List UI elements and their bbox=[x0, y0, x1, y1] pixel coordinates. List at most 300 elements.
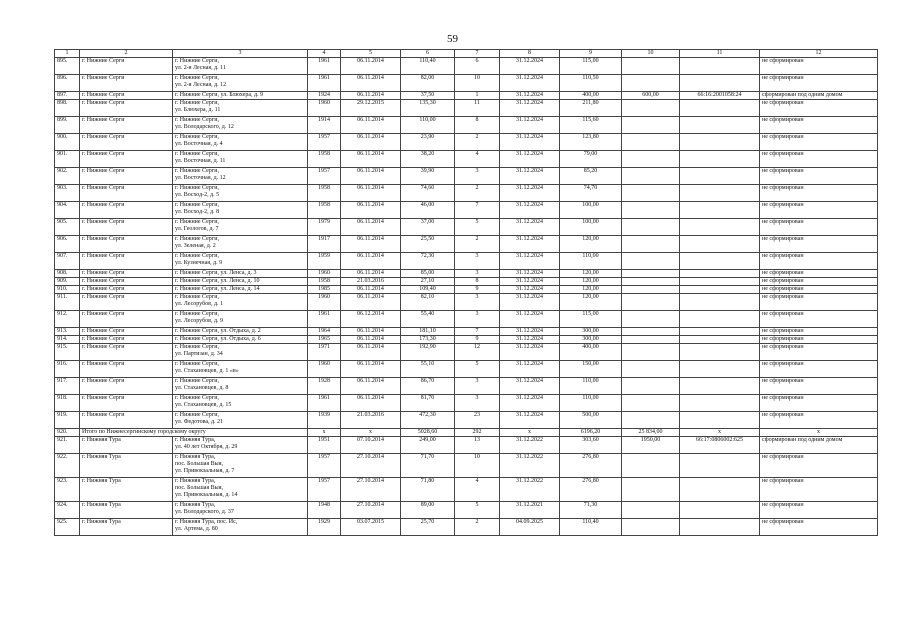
plot-area-cell bbox=[622, 286, 680, 294]
city-cell: г. Нижние Серги bbox=[80, 278, 173, 286]
total-date-cell: х bbox=[341, 429, 401, 437]
due-date-cell: 31.12.2024 bbox=[500, 361, 560, 378]
total-c11-cell: х bbox=[680, 429, 760, 437]
cadastral-cell bbox=[680, 412, 760, 429]
due-date-cell: 31.12.2022 bbox=[500, 437, 560, 454]
row-number: 919. bbox=[55, 412, 80, 429]
year-cell: 1957 bbox=[308, 168, 341, 185]
table-row bbox=[55, 344, 878, 361]
row-number: 910. bbox=[55, 286, 80, 294]
sum-cell: 79,00 bbox=[560, 151, 622, 168]
flats-cell: 11 bbox=[455, 100, 500, 117]
due-date-cell: 31.12.2024 bbox=[500, 395, 560, 412]
year-cell: 1961 bbox=[308, 311, 341, 328]
due-date-cell: 31.12.2024 bbox=[500, 117, 560, 134]
city-cell: г. Нижние Серги bbox=[80, 168, 173, 185]
table-row bbox=[55, 294, 878, 311]
address-line: ул. 2-я Лесная, д. 12 bbox=[175, 82, 227, 88]
sum-cell: 400,00 bbox=[560, 92, 622, 100]
city-cell: г. Нижняя Тура bbox=[80, 437, 173, 454]
date-cell: 06.11.2014 bbox=[341, 344, 401, 361]
address-cell bbox=[173, 361, 308, 378]
date-cell: 29.12.2015 bbox=[341, 100, 401, 117]
city-cell: г. Нижние Серги bbox=[80, 202, 173, 219]
address-cell bbox=[173, 92, 308, 100]
cadastral-cell bbox=[680, 294, 760, 311]
row-number: 900. bbox=[55, 134, 80, 151]
status-cell: не сформирован bbox=[760, 134, 878, 151]
plot-area-cell: 600,00 bbox=[622, 92, 680, 100]
sum-cell: 115,00 bbox=[560, 58, 622, 75]
sum-cell: 85,20 bbox=[560, 168, 622, 185]
flats-cell: 7 bbox=[455, 328, 500, 336]
sum-cell: 123,80 bbox=[560, 134, 622, 151]
year-cell: 1914 bbox=[308, 117, 341, 134]
column-number: 1 bbox=[55, 50, 80, 58]
year-cell: 1979 bbox=[308, 219, 341, 236]
area-cell: 71,80 bbox=[401, 478, 455, 502]
flats-cell: 6 bbox=[455, 58, 500, 75]
sum-cell: 110,00 bbox=[560, 395, 622, 412]
plot-area-cell bbox=[622, 134, 680, 151]
plot-area-cell bbox=[622, 502, 680, 519]
table-row bbox=[55, 502, 878, 519]
status-cell: не сформирован bbox=[760, 502, 878, 519]
sum-cell: 110,40 bbox=[560, 519, 622, 536]
address-line: ул. Лесорубов, д. 1 bbox=[175, 301, 224, 307]
sum-cell: 303,60 bbox=[560, 437, 622, 454]
area-cell: 23,90 bbox=[401, 134, 455, 151]
city-cell: г. Нижняя Тура bbox=[80, 454, 173, 478]
table-row bbox=[55, 454, 878, 478]
row-number: 914. bbox=[55, 336, 80, 344]
date-cell: 06.11.2014 bbox=[341, 270, 401, 278]
address-line: г. Нижняя Тура, bbox=[175, 437, 216, 443]
sum-cell: 100,00 bbox=[560, 202, 622, 219]
date-cell: 06.11.2014 bbox=[341, 168, 401, 185]
address-cell bbox=[173, 502, 308, 519]
city-cell: г. Нижние Серги bbox=[80, 219, 173, 236]
date-cell: 06.11.2014 bbox=[341, 294, 401, 311]
city-cell: г. Нижние Серги bbox=[80, 75, 173, 92]
year-cell: 1924 bbox=[308, 92, 341, 100]
address-line: ул. Зеленая, д. 2 bbox=[175, 243, 216, 249]
address-line: ул. Стахановцев, д. 8 bbox=[175, 385, 229, 391]
plot-area-cell bbox=[622, 185, 680, 202]
due-date-cell: 31.12.2024 bbox=[500, 185, 560, 202]
column-number: 11 bbox=[680, 50, 760, 58]
sum-cell: 300,00 bbox=[560, 328, 622, 336]
city-cell: г. Нижние Серги bbox=[80, 286, 173, 294]
year-cell: 1961 bbox=[308, 75, 341, 92]
flats-cell: 3 bbox=[455, 294, 500, 311]
due-date-cell: 31.12.2024 bbox=[500, 134, 560, 151]
address-line: ул. Привокзальная, д. 14 bbox=[175, 492, 238, 498]
column-number: 9 bbox=[560, 50, 622, 58]
year-cell: 1960 bbox=[308, 361, 341, 378]
table-row bbox=[55, 92, 878, 100]
date-cell: 06.11.2014 bbox=[341, 151, 401, 168]
address-line: г. Нижние Серги, bbox=[175, 134, 219, 140]
due-date-cell: 31.12.2024 bbox=[500, 236, 560, 253]
status-cell: не сформирован bbox=[760, 454, 878, 478]
flats-cell: 5 bbox=[455, 219, 500, 236]
address-line: г. Нижняя Тура, пос. Ис, bbox=[175, 519, 238, 525]
status-cell: не сформирован bbox=[760, 378, 878, 395]
table-row bbox=[55, 75, 878, 92]
area-cell: 110,00 bbox=[401, 117, 455, 134]
year-cell: 1965 bbox=[308, 336, 341, 344]
due-date-cell: 31.12.2024 bbox=[500, 336, 560, 344]
row-number: 897. bbox=[55, 92, 80, 100]
address-line: г. Нижние Серги, bbox=[175, 75, 219, 81]
cadastral-cell bbox=[680, 253, 760, 270]
flats-cell: 4 bbox=[455, 478, 500, 502]
column-number: 4 bbox=[308, 50, 341, 58]
area-cell: 249,00 bbox=[401, 437, 455, 454]
area-cell: 74,60 bbox=[401, 185, 455, 202]
row-number: 920. bbox=[55, 429, 80, 437]
total-year-cell: х bbox=[308, 429, 341, 437]
area-cell: 46,00 bbox=[401, 202, 455, 219]
row-number: 909. bbox=[55, 278, 80, 286]
due-date-cell: 31.12.2024 bbox=[500, 270, 560, 278]
due-date-cell: 04.09.2025 bbox=[500, 519, 560, 536]
address-line: г. Нижние Серги, ул. Блюхера, д. 9 bbox=[175, 92, 264, 98]
row-number: 902. bbox=[55, 168, 80, 185]
due-date-cell: 31.12.2022 bbox=[500, 454, 560, 478]
address-line: г. Нижние Серги, ул. Ленса, д. 10 bbox=[175, 278, 260, 284]
status-cell: не сформирован bbox=[760, 311, 878, 328]
table-row bbox=[55, 202, 878, 219]
column-number: 12 bbox=[760, 50, 878, 58]
address-cell bbox=[173, 294, 308, 311]
plot-area-cell bbox=[622, 219, 680, 236]
page-number: 59 bbox=[447, 33, 458, 45]
row-number: 899. bbox=[55, 117, 80, 134]
table-row bbox=[55, 437, 878, 454]
cadastral-cell bbox=[680, 236, 760, 253]
cadastral-cell bbox=[680, 58, 760, 75]
date-cell: 06.11.2014 bbox=[341, 117, 401, 134]
sum-cell: 150,00 bbox=[560, 361, 622, 378]
row-number: 912. bbox=[55, 311, 80, 328]
status-cell: не сформирован bbox=[760, 395, 878, 412]
cadastral-cell bbox=[680, 278, 760, 286]
column-number-row bbox=[55, 50, 878, 58]
due-date-cell: 31.12.2024 bbox=[500, 253, 560, 270]
plot-area-cell bbox=[622, 361, 680, 378]
address-line: г. Нижние Серги, bbox=[175, 311, 219, 317]
status-cell: сформирован под одним домом bbox=[760, 92, 878, 100]
city-cell: г. Нижние Серги bbox=[80, 336, 173, 344]
address-line: ул. Блюхера, д. 11 bbox=[175, 107, 221, 113]
status-cell: не сформирован bbox=[760, 58, 878, 75]
sum-cell: 100,00 bbox=[560, 219, 622, 236]
due-date-cell: 31.12.2024 bbox=[500, 58, 560, 75]
table-row bbox=[55, 286, 878, 294]
cadastral-cell bbox=[680, 336, 760, 344]
flats-cell: 4 bbox=[455, 151, 500, 168]
due-date-cell: 31.12.2024 bbox=[500, 294, 560, 311]
date-cell: 06.11.2014 bbox=[341, 134, 401, 151]
area-cell: 181,10 bbox=[401, 328, 455, 336]
cadastral-cell bbox=[680, 151, 760, 168]
area-cell: 89,00 bbox=[401, 502, 455, 519]
row-number: 903. bbox=[55, 185, 80, 202]
address-cell bbox=[173, 344, 308, 361]
year-cell: 1958 bbox=[308, 278, 341, 286]
year-cell: 1961 bbox=[308, 395, 341, 412]
address-line: г. Нижняя Тура, bbox=[175, 502, 216, 508]
cadastral-cell bbox=[680, 478, 760, 502]
area-cell: 55,10 bbox=[401, 361, 455, 378]
address-line: пос. Большая Выя, bbox=[175, 485, 223, 491]
due-date-cell: 31.12.2024 bbox=[500, 378, 560, 395]
flats-cell: 3 bbox=[455, 311, 500, 328]
due-date-cell: 31.12.2024 bbox=[500, 100, 560, 117]
address-line: ул. Восточная, д. 12 bbox=[175, 175, 226, 181]
table-row bbox=[55, 311, 878, 328]
address-cell bbox=[173, 270, 308, 278]
area-cell: 81,70 bbox=[401, 395, 455, 412]
cadastral-cell bbox=[680, 328, 760, 336]
status-cell: не сформирован bbox=[760, 117, 878, 134]
flats-cell: 23 bbox=[455, 412, 500, 429]
flats-cell: 3 bbox=[455, 270, 500, 278]
flats-cell: 3 bbox=[455, 395, 500, 412]
address-cell bbox=[173, 336, 308, 344]
row-number: 896. bbox=[55, 75, 80, 92]
flats-cell: 2 bbox=[455, 519, 500, 536]
status-cell: не сформирован bbox=[760, 270, 878, 278]
column-number: 2 bbox=[80, 50, 173, 58]
total-area-cell: 5028,60 bbox=[401, 429, 455, 437]
cadastral-cell bbox=[680, 168, 760, 185]
address-cell bbox=[173, 328, 308, 336]
due-date-cell: 31.12.2024 bbox=[500, 286, 560, 294]
cadastral-cell: 66:17:0806002:625 bbox=[680, 437, 760, 454]
table-row bbox=[55, 519, 878, 536]
table-row bbox=[55, 378, 878, 395]
plot-area-cell bbox=[622, 75, 680, 92]
row-number: 922. bbox=[55, 454, 80, 478]
area-cell: 37,00 bbox=[401, 219, 455, 236]
row-number: 911. bbox=[55, 294, 80, 311]
city-cell: г. Нижние Серги bbox=[80, 58, 173, 75]
area-cell: 85,00 bbox=[401, 270, 455, 278]
city-cell: г. Нижние Серги bbox=[80, 236, 173, 253]
city-cell: г. Нижние Серги bbox=[80, 361, 173, 378]
status-cell: не сформирован bbox=[760, 286, 878, 294]
table-row bbox=[55, 151, 878, 168]
total-due-cell: х bbox=[500, 429, 560, 437]
total-sum-cell: 6196,20 bbox=[560, 429, 622, 437]
date-cell: 06.11.2014 bbox=[341, 395, 401, 412]
address-cell bbox=[173, 278, 308, 286]
plot-area-cell bbox=[622, 253, 680, 270]
date-cell: 27.10.2014 bbox=[341, 454, 401, 478]
address-line: г. Нижние Серги, ул. Отдыха, д. 2 bbox=[175, 328, 261, 334]
sum-cell: 211,80 bbox=[560, 100, 622, 117]
table-row bbox=[55, 395, 878, 412]
plot-area-cell bbox=[622, 100, 680, 117]
address-line: г. Нижние Серги, bbox=[175, 58, 219, 64]
year-cell: 1964 bbox=[308, 328, 341, 336]
flats-cell: 12 bbox=[455, 344, 500, 361]
row-number: 895. bbox=[55, 58, 80, 75]
plot-area-cell bbox=[622, 395, 680, 412]
date-cell: 21.03.2016 bbox=[341, 412, 401, 429]
due-date-cell: 31.12.2024 bbox=[500, 151, 560, 168]
year-cell: 1957 bbox=[308, 134, 341, 151]
address-cell bbox=[173, 134, 308, 151]
table-row bbox=[55, 270, 878, 278]
sum-cell: 120,00 bbox=[560, 278, 622, 286]
flats-cell: 2 bbox=[455, 185, 500, 202]
table-row bbox=[55, 168, 878, 185]
date-cell: 03.07.2015 bbox=[341, 519, 401, 536]
table-row bbox=[55, 100, 878, 117]
address-cell bbox=[173, 378, 308, 395]
flats-cell: 2 bbox=[455, 134, 500, 151]
address-line: г. Нижние Серги, bbox=[175, 219, 219, 225]
table-row bbox=[55, 185, 878, 202]
table-row bbox=[55, 478, 878, 502]
city-cell: г. Нижние Серги bbox=[80, 294, 173, 311]
sum-cell: 120,00 bbox=[560, 294, 622, 311]
due-date-cell: 31.12.2024 bbox=[500, 168, 560, 185]
status-cell: не сформирован bbox=[760, 185, 878, 202]
year-cell: 1961 bbox=[308, 58, 341, 75]
sum-cell: 120,00 bbox=[560, 286, 622, 294]
table-row bbox=[55, 412, 878, 429]
plot-area-cell bbox=[622, 454, 680, 478]
column-number: 8 bbox=[500, 50, 560, 58]
date-cell: 06.11.2014 bbox=[341, 185, 401, 202]
row-number: 921. bbox=[55, 437, 80, 454]
address-line: г. Нижние Серги, ул. Отдыха, д. 6 bbox=[175, 336, 261, 342]
status-cell: не сформирован bbox=[760, 294, 878, 311]
row-number: 918. bbox=[55, 395, 80, 412]
cadastral-cell: 66:16:2001058:24 bbox=[680, 92, 760, 100]
date-cell: 06.11.2014 bbox=[341, 328, 401, 336]
row-number: 913. bbox=[55, 328, 80, 336]
status-cell: сформирован под одним домом bbox=[760, 437, 878, 454]
status-cell: не сформирован bbox=[760, 75, 878, 92]
address-line: ул. Володарского, д. 37 bbox=[175, 509, 234, 515]
city-cell: г. Нижние Серги bbox=[80, 92, 173, 100]
address-cell bbox=[173, 151, 308, 168]
sum-cell: 400,00 bbox=[560, 344, 622, 361]
status-cell: не сформирован bbox=[760, 236, 878, 253]
cadastral-cell bbox=[680, 117, 760, 134]
address-cell bbox=[173, 253, 308, 270]
sum-cell: 276,80 bbox=[560, 478, 622, 502]
year-cell: 1958 bbox=[308, 202, 341, 219]
address-line: г. Нижние Серги, bbox=[175, 202, 219, 208]
status-cell: не сформирован bbox=[760, 361, 878, 378]
city-cell: г. Нижние Серги bbox=[80, 270, 173, 278]
flats-cell: 10 bbox=[455, 454, 500, 478]
address-line: г. Нижние Серги, bbox=[175, 117, 219, 123]
flats-cell: 13 bbox=[455, 437, 500, 454]
row-number: 915. bbox=[55, 344, 80, 361]
plot-area-cell bbox=[622, 412, 680, 429]
area-cell: 135,30 bbox=[401, 100, 455, 117]
sum-cell: 500,00 bbox=[560, 412, 622, 429]
city-cell: г. Нижняя Тура bbox=[80, 478, 173, 502]
address-line: г. Нижние Серги, bbox=[175, 253, 219, 259]
address-line: ул. Стахановцев, д. 1 «в» bbox=[175, 368, 239, 374]
table-row bbox=[55, 117, 878, 134]
due-date-cell: 31.12.2024 bbox=[500, 278, 560, 286]
address-line: ул. Геологов, д. 7 bbox=[175, 226, 219, 232]
cadastral-cell bbox=[680, 270, 760, 278]
status-cell: не сформирован bbox=[760, 253, 878, 270]
cadastral-cell bbox=[680, 185, 760, 202]
address-line: г. Нижние Серги, ул. Ленса, д. 14 bbox=[175, 286, 260, 292]
cadastral-cell bbox=[680, 395, 760, 412]
row-number: 905. bbox=[55, 219, 80, 236]
date-cell: 06.11.2014 bbox=[341, 236, 401, 253]
area-cell: 173,30 bbox=[401, 336, 455, 344]
address-line: ул. Восход-2, д. 5 bbox=[175, 192, 220, 198]
row-number: 901. bbox=[55, 151, 80, 168]
row-number: 904. bbox=[55, 202, 80, 219]
address-line: г. Нижние Серги, bbox=[175, 344, 219, 350]
address-line: г. Нижние Серги, bbox=[175, 168, 219, 174]
column-number: 10 bbox=[622, 50, 680, 58]
date-cell: 06.11.2014 bbox=[341, 202, 401, 219]
due-date-cell: 31.12.2024 bbox=[500, 202, 560, 219]
address-line: г. Нижняя Тура, bbox=[175, 454, 216, 460]
address-line: ул. Лесорубов, д. 9 bbox=[175, 318, 224, 324]
due-date-cell: 31.12.2024 bbox=[500, 219, 560, 236]
due-date-cell: 31.12.2021 bbox=[500, 502, 560, 519]
plot-area-cell bbox=[622, 270, 680, 278]
status-cell: не сформирован bbox=[760, 336, 878, 344]
date-cell: 06.11.2014 bbox=[341, 336, 401, 344]
area-cell: 109,40 bbox=[401, 286, 455, 294]
column-number: 5 bbox=[341, 50, 401, 58]
table-row bbox=[55, 336, 878, 344]
sum-cell: 110,00 bbox=[560, 253, 622, 270]
year-cell: 1985 bbox=[308, 286, 341, 294]
address-line: ул. Артема, д. 80 bbox=[175, 526, 218, 532]
city-cell: г. Нижние Серги bbox=[80, 378, 173, 395]
plot-area-cell bbox=[622, 378, 680, 395]
plot-area-cell bbox=[622, 202, 680, 219]
sum-cell: 71,30 bbox=[560, 502, 622, 519]
sum-cell: 120,00 bbox=[560, 236, 622, 253]
address-line: г. Нижние Серги, bbox=[175, 151, 219, 157]
sum-cell: 120,00 bbox=[560, 270, 622, 278]
cadastral-cell bbox=[680, 378, 760, 395]
status-cell: не сформирован bbox=[760, 412, 878, 429]
date-cell: 06.11.2014 bbox=[341, 253, 401, 270]
date-cell: 06.11.2014 bbox=[341, 92, 401, 100]
city-cell: г. Нижние Серги bbox=[80, 100, 173, 117]
flats-cell: 8 bbox=[455, 278, 500, 286]
city-cell: г. Нижняя Тура bbox=[80, 519, 173, 536]
date-cell: 06.11.2014 bbox=[341, 286, 401, 294]
sum-cell: 74,70 bbox=[560, 185, 622, 202]
area-cell: 37,50 bbox=[401, 92, 455, 100]
date-cell: 27.10.2014 bbox=[341, 478, 401, 502]
city-cell: г. Нижние Серги bbox=[80, 395, 173, 412]
address-line: ул. Восход-2, д. 8 bbox=[175, 209, 220, 215]
